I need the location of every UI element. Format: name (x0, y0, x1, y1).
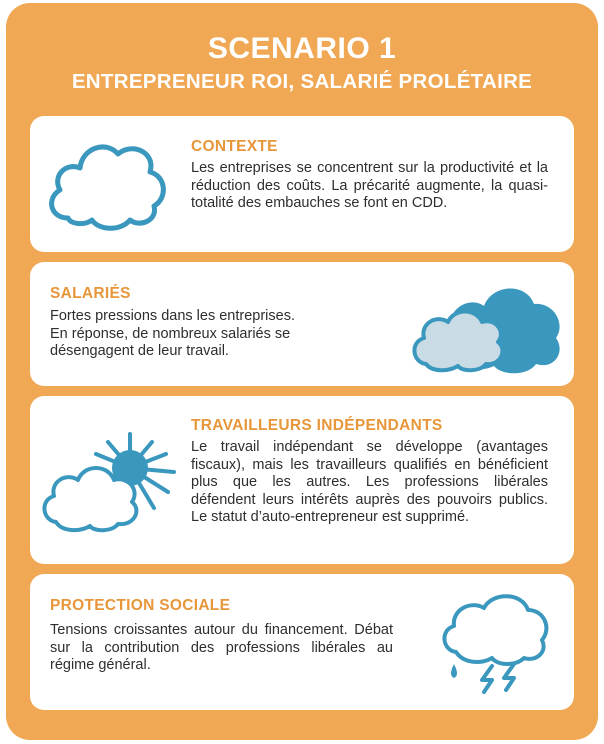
card-text (50, 308, 390, 361)
card-heading: SALARIÉS (50, 285, 131, 302)
text-line: En réponse, de nombreux salariés se (50, 325, 291, 342)
card-text: Tensions croissantes autour du financement. Débat sur la contribution des professions libérales au régime général. (50, 622, 393, 673)
card-heading: CONTEXTE (191, 138, 278, 155)
sun-behind-cloud-icon (38, 426, 188, 538)
card-contexte (30, 116, 574, 252)
card-travailleurs-independants (30, 396, 574, 564)
scenario-subtitle: ENTREPRENEUR ROI, SALARIÉ PROLÉTAIRE (71, 70, 533, 93)
card-salaries (30, 262, 574, 386)
card-text: Le travail indépendant se développe (avantages fiscaux), mais les travailleurs qualifiés en bénéficient plus que les autres. Les professions libérales défendent leurs intérêts auprès des pouvoirs publics. Le statut d’auto-entrepreneur est supprimé. (191, 439, 548, 525)
card-heading: PROTECTION SOCIALE (50, 597, 231, 614)
text-line: Fortes pressions dans les entreprises. (50, 308, 295, 324)
card-heading: TRAVAILLEURS INDÉPENDANTS (191, 417, 443, 434)
storm-cloud-icon (436, 588, 556, 696)
dark-clouds-icon (408, 272, 568, 376)
card-text: Les entreprises se concentrent sur la productivité et la réduction des coûts. La précarité augmente, la quasi-totalité des embauches se font en CDD. (191, 160, 548, 211)
card-protection-sociale (30, 574, 574, 710)
text-line: désengagent de leur travail. (50, 343, 229, 359)
cloud-outline-icon (40, 126, 174, 236)
scenario-title: SCENARIO 1 (207, 32, 397, 65)
